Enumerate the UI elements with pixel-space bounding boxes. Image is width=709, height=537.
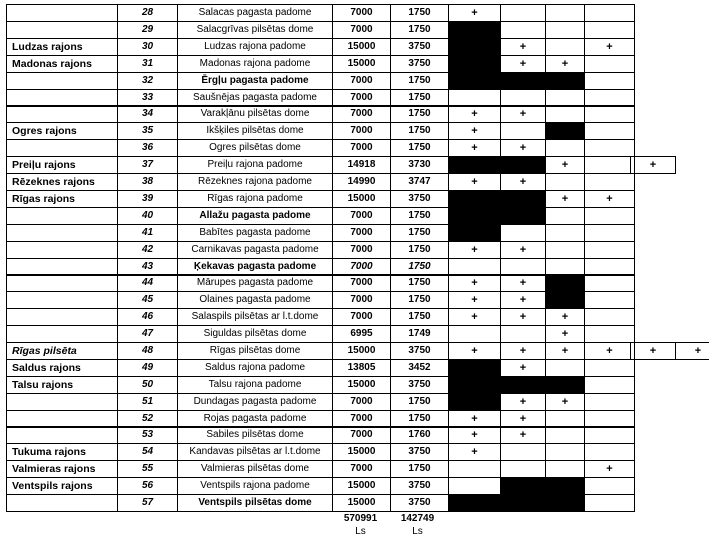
- blacked-out-cell: [545, 275, 584, 292]
- mark-cell: +: [545, 190, 585, 208]
- institution-name: Sabiles pilsētas dome: [177, 426, 333, 444]
- row-number: 30: [117, 38, 178, 56]
- district-cell: [6, 4, 118, 22]
- mark-cell: [448, 325, 501, 343]
- mark-cell: [500, 443, 546, 461]
- blacked-out-cell: [448, 360, 500, 377]
- mark-cell: [584, 308, 635, 326]
- mark-cell: +: [500, 426, 546, 444]
- half-amount-cell: 1750: [390, 207, 449, 225]
- mark-cell: +: [545, 156, 585, 174]
- institution-name: Ikšķiles pilsētas dome: [177, 122, 333, 140]
- mark-cell: [584, 139, 635, 157]
- amount-cell: 15000: [332, 55, 391, 73]
- half-amount-cell: 3750: [390, 494, 449, 512]
- institution-name: Ludzas rajona padome: [177, 38, 333, 56]
- district-cell: [6, 105, 118, 123]
- mark-cell: [584, 105, 635, 123]
- half-amount-cell: 3750: [390, 376, 449, 394]
- mark-cell: [545, 105, 585, 123]
- institution-name: Allažu pagasta padome: [177, 207, 333, 225]
- mark-cell: +: [500, 359, 546, 377]
- blacked-out-cell: [448, 39, 500, 56]
- mark-cell: +: [500, 105, 546, 123]
- institution-name: Salacgrīvas pilsētas dome: [177, 21, 333, 39]
- district-cell: Ludzas rajons: [6, 38, 118, 56]
- mark-cell: [448, 477, 501, 495]
- mark-cell: [545, 359, 585, 377]
- row-number: 29: [117, 21, 178, 39]
- mark-cell: +: [500, 291, 546, 309]
- institution-name: Ogres pilsētas dome: [177, 139, 333, 157]
- institution-name: Ķekavas pagasta padome: [177, 258, 333, 276]
- district-cell: [6, 207, 118, 225]
- blacked-out-cell: [448, 157, 545, 174]
- amount-cell: 7000: [332, 224, 391, 242]
- institution-name: Saldus rajona padome: [177, 359, 333, 377]
- blacked-out-cell: [545, 123, 584, 140]
- row-number: 39: [117, 190, 178, 208]
- row-number: 55: [117, 460, 178, 478]
- row-number: 33: [117, 89, 178, 107]
- row-number: 35: [117, 122, 178, 140]
- amount-cell: 7000: [332, 122, 391, 140]
- amount-cell: 7000: [332, 274, 391, 292]
- mark-cell: +: [500, 139, 546, 157]
- mark-cell: +: [630, 156, 676, 174]
- blacked-out-cell: [448, 225, 500, 242]
- half-amount-cell: 1750: [390, 393, 449, 411]
- amount-cell: 7000: [332, 426, 391, 444]
- amount-cell: 15000: [332, 477, 391, 495]
- total-amount-currency: Ls: [355, 526, 366, 537]
- amount-cell: 15000: [332, 38, 391, 56]
- mark-cell: +: [584, 38, 635, 56]
- half-amount-cell: 3750: [390, 443, 449, 461]
- institution-name: Babītes pagasta padome: [177, 224, 333, 242]
- institution-name: Kandavas pilsētas ar l.t.dome: [177, 443, 333, 461]
- amount-cell: 7000: [332, 207, 391, 225]
- district-cell: [6, 393, 118, 411]
- row-number: 49: [117, 359, 178, 377]
- institution-name: Mārupes pagasta padome: [177, 274, 333, 292]
- mark-cell: [584, 224, 635, 242]
- amount-cell: 7000: [332, 4, 391, 22]
- mark-cell: [500, 122, 546, 140]
- mark-cell: [500, 460, 546, 478]
- mark-cell: [584, 393, 635, 411]
- row-number: 56: [117, 477, 178, 495]
- row-number: 41: [117, 224, 178, 242]
- blacked-out-cell: [448, 394, 500, 411]
- amount-cell: 15000: [332, 443, 391, 461]
- total-half-currency: Ls: [412, 526, 423, 537]
- row-number: 38: [117, 173, 178, 191]
- half-amount-cell: 1749: [390, 325, 449, 343]
- institution-name: Salacas pagasta padome: [177, 4, 333, 22]
- amount-cell: 7000: [332, 241, 391, 259]
- amount-cell: 7000: [332, 258, 391, 276]
- mark-cell: [584, 21, 635, 39]
- blacked-out-cell: [545, 292, 584, 309]
- amount-cell: 13805: [332, 359, 391, 377]
- district-cell: [6, 139, 118, 157]
- district-cell: [6, 494, 118, 512]
- amount-cell: 7000: [332, 291, 391, 309]
- row-number: 50: [117, 376, 178, 394]
- amount-cell: 7000: [332, 89, 391, 107]
- mark-cell: +: [545, 55, 585, 73]
- half-amount-cell: 1750: [390, 89, 449, 107]
- half-amount-cell: 1750: [390, 21, 449, 39]
- mark-cell: +: [630, 342, 676, 360]
- mark-cell: +: [448, 241, 501, 259]
- half-amount-cell: 3750: [390, 38, 449, 56]
- blacked-out-cell: [448, 208, 545, 225]
- amount-cell: 15000: [332, 342, 391, 360]
- mark-cell: [584, 376, 635, 394]
- mark-cell: [584, 122, 635, 140]
- district-cell: Preiļu rajons: [6, 156, 118, 174]
- amount-cell: 15000: [332, 376, 391, 394]
- amount-cell: 7000: [332, 393, 391, 411]
- half-amount-cell: 3750: [390, 55, 449, 73]
- half-amount-cell: 1750: [390, 460, 449, 478]
- mark-cell: [584, 173, 635, 191]
- mark-cell: +: [545, 308, 585, 326]
- total-amount: 570991: [343, 513, 378, 524]
- district-cell: [6, 224, 118, 242]
- institution-name: Madonas rajona padome: [177, 55, 333, 73]
- half-amount-cell: 1750: [390, 224, 449, 242]
- half-amount-cell: 3750: [390, 190, 449, 208]
- blacked-out-cell: [448, 73, 584, 90]
- institution-name: Siguldas pilsētas dome: [177, 325, 333, 343]
- row-number: 36: [117, 139, 178, 157]
- institution-name: Salaspils pilsētas ar l.t.dome: [177, 308, 333, 326]
- row-number: 45: [117, 291, 178, 309]
- institution-name: Dundagas pagasta padome: [177, 393, 333, 411]
- district-cell: Talsu rajons: [6, 376, 118, 394]
- row-number: 54: [117, 443, 178, 461]
- mark-cell: [545, 460, 585, 478]
- half-amount-cell: 1750: [390, 105, 449, 123]
- mark-cell: +: [500, 393, 546, 411]
- district-cell: [6, 291, 118, 309]
- amount-cell: 7000: [332, 21, 391, 39]
- half-amount-cell: 1750: [390, 291, 449, 309]
- half-amount-cell: 3750: [390, 477, 449, 495]
- row-number: 47: [117, 325, 178, 343]
- half-amount-cell: 3750: [390, 342, 449, 360]
- half-amount-cell: 1750: [390, 258, 449, 276]
- mark-cell: [500, 4, 546, 22]
- mark-cell: [545, 139, 585, 157]
- mark-cell: +: [448, 274, 501, 292]
- row-number: 52: [117, 410, 178, 428]
- amount-cell: 14918: [332, 156, 391, 174]
- row-number: 40: [117, 207, 178, 225]
- institution-name: Varakļānu pilsētas dome: [177, 105, 333, 123]
- mark-cell: [584, 55, 635, 73]
- amount-cell: 7000: [332, 139, 391, 157]
- mark-cell: [545, 4, 585, 22]
- row-number: 57: [117, 494, 178, 512]
- mark-cell: +: [500, 308, 546, 326]
- half-amount-cell: 3730: [390, 156, 449, 174]
- mark-cell: [500, 224, 546, 242]
- row-number: 34: [117, 105, 178, 123]
- mark-cell: +: [448, 4, 501, 22]
- mark-cell: [500, 21, 546, 39]
- district-cell: Tukuma rajons: [6, 443, 118, 461]
- district-cell: Madonas rajons: [6, 55, 118, 73]
- district-cell: Saldus rajons: [6, 359, 118, 377]
- blacked-out-cell: [448, 56, 500, 73]
- row-number: 31: [117, 55, 178, 73]
- mark-cell: +: [448, 342, 501, 360]
- institution-name: Ērgļu pagasta padome: [177, 72, 333, 90]
- half-amount-cell: 3452: [390, 359, 449, 377]
- half-amount-cell: 1750: [390, 410, 449, 428]
- blacked-out-cell: [448, 191, 545, 208]
- row-number: 46: [117, 308, 178, 326]
- mark-cell: +: [448, 410, 501, 428]
- half-amount-cell: 1750: [390, 274, 449, 292]
- half-amount-cell: 1750: [390, 122, 449, 140]
- institution-name: Olaines pagasta padome: [177, 291, 333, 309]
- mark-cell: [545, 173, 585, 191]
- amount-cell: 15000: [332, 494, 391, 512]
- total-half: 142749: [400, 513, 435, 524]
- mark-cell: +: [545, 325, 585, 343]
- row-number: 51: [117, 393, 178, 411]
- district-cell: [6, 308, 118, 326]
- institution-name: Rojas pagasta padome: [177, 410, 333, 428]
- mark-cell: [584, 359, 635, 377]
- amount-cell: 6995: [332, 325, 391, 343]
- mark-cell: +: [675, 342, 709, 360]
- mark-cell: [584, 477, 635, 495]
- institution-name: Rīgas rajona padome: [177, 190, 333, 208]
- mark-cell: +: [448, 308, 501, 326]
- mark-cell: [584, 426, 635, 444]
- row-number: 28: [117, 4, 178, 22]
- mark-cell: [545, 21, 585, 39]
- mark-cell: [584, 156, 635, 174]
- row-number: 53: [117, 426, 178, 444]
- district-cell: [6, 241, 118, 259]
- mark-cell: +: [448, 173, 501, 191]
- mark-cell: [584, 443, 635, 461]
- half-amount-cell: 1750: [390, 308, 449, 326]
- mark-cell: [584, 207, 635, 225]
- mark-cell: [545, 207, 585, 225]
- half-amount-cell: 1750: [390, 4, 449, 22]
- blacked-out-cell: [448, 377, 584, 394]
- institution-name: Saušnējas pagasta padome: [177, 89, 333, 107]
- mark-cell: [545, 224, 585, 242]
- institution-name: Preiļu rajona padome: [177, 156, 333, 174]
- mark-cell: [500, 325, 546, 343]
- institution-name: Rīgas pilsētas dome: [177, 342, 333, 360]
- blacked-out-cell: [448, 22, 500, 39]
- row-number: 42: [117, 241, 178, 259]
- district-cell: Rīgas pilsēta: [6, 342, 118, 360]
- row-number: 48: [117, 342, 178, 360]
- mark-cell: +: [500, 38, 546, 56]
- mark-cell: [584, 494, 635, 512]
- mark-cell: [584, 325, 635, 343]
- half-amount-cell: 1750: [390, 139, 449, 157]
- district-cell: Rīgas rajons: [6, 190, 118, 208]
- institution-name: Rēzeknes rajona padome: [177, 173, 333, 191]
- mark-cell: +: [584, 342, 635, 360]
- institution-name: Ventspils rajona padome: [177, 477, 333, 495]
- mark-cell: +: [448, 122, 501, 140]
- mark-cell: +: [545, 393, 585, 411]
- mark-cell: +: [448, 291, 501, 309]
- mark-cell: +: [500, 173, 546, 191]
- mark-cell: +: [448, 105, 501, 123]
- district-cell: [6, 21, 118, 39]
- half-amount-cell: 3747: [390, 173, 449, 191]
- mark-cell: [448, 460, 501, 478]
- mark-cell: +: [500, 241, 546, 259]
- district-cell: Rēzeknes rajons: [6, 173, 118, 191]
- mark-cell: [545, 426, 585, 444]
- mark-cell: +: [584, 190, 635, 208]
- row-number: 32: [117, 72, 178, 90]
- district-cell: [6, 274, 118, 292]
- half-amount-cell: 1750: [390, 72, 449, 90]
- amount-cell: 7000: [332, 410, 391, 428]
- mark-cell: +: [500, 342, 546, 360]
- mark-cell: +: [500, 274, 546, 292]
- mark-cell: +: [448, 139, 501, 157]
- amount-cell: 7000: [332, 308, 391, 326]
- amount-cell: 7000: [332, 72, 391, 90]
- amount-cell: 7000: [332, 460, 391, 478]
- district-cell: [6, 72, 118, 90]
- mark-cell: [545, 443, 585, 461]
- district-cell: Ventspils rajons: [6, 477, 118, 495]
- mark-cell: +: [448, 426, 501, 444]
- institution-name: Carnikavas pagasta padome: [177, 241, 333, 259]
- mark-cell: [584, 72, 635, 90]
- mark-cell: +: [500, 410, 546, 428]
- institution-name: Talsu rajona padome: [177, 376, 333, 394]
- blacked-out-cell: [500, 478, 584, 495]
- blacked-out-cell: [448, 495, 584, 512]
- row-number: 44: [117, 274, 178, 292]
- amount-cell: 7000: [332, 105, 391, 123]
- district-cell: [6, 325, 118, 343]
- institution-name: Ventspils pilsētas dome: [177, 494, 333, 512]
- amount-cell: 15000: [332, 190, 391, 208]
- half-amount-cell: 1760: [390, 426, 449, 444]
- mark-cell: [545, 241, 585, 259]
- institution-name: Valmieras pilsētas dome: [177, 460, 333, 478]
- row-number: 43: [117, 258, 178, 276]
- mark-cell: +: [500, 55, 546, 73]
- row-number: 37: [117, 156, 178, 174]
- mark-cell: [584, 274, 635, 292]
- mark-cell: [584, 241, 635, 259]
- district-cell: Ogres rajons: [6, 122, 118, 140]
- amount-cell: 14990: [332, 173, 391, 191]
- mark-cell: +: [545, 342, 585, 360]
- mark-cell: [545, 38, 585, 56]
- half-amount-cell: 1750: [390, 241, 449, 259]
- district-cell: Valmieras rajons: [6, 460, 118, 478]
- mark-cell: +: [584, 460, 635, 478]
- mark-cell: +: [448, 443, 501, 461]
- mark-cell: [584, 4, 635, 22]
- district-cell: [6, 426, 118, 444]
- mark-cell: [584, 291, 635, 309]
